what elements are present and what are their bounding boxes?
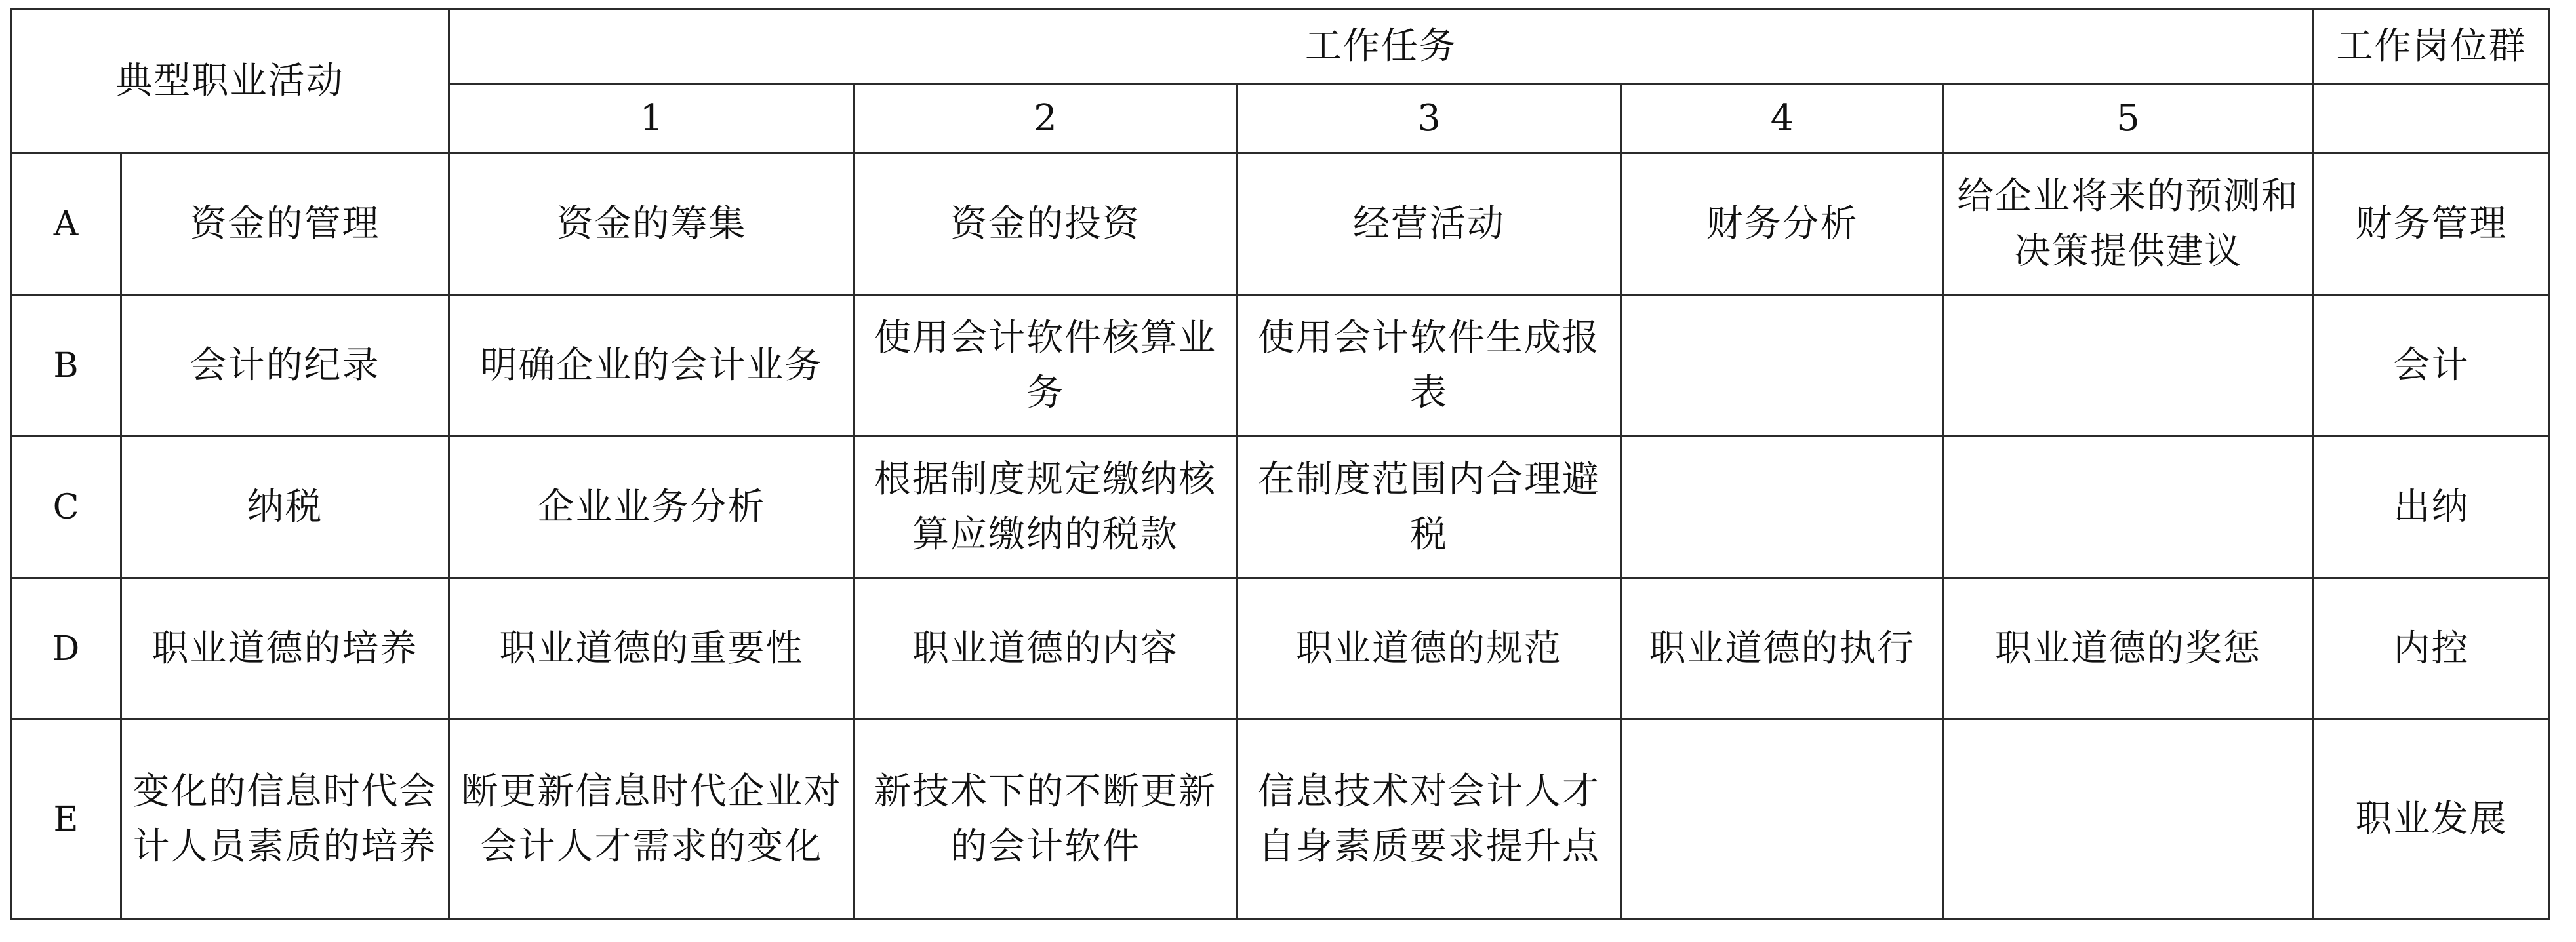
activity-cell: 职业道德的培养 <box>121 578 449 720</box>
task-cell: 根据制度规定缴纳核算应缴纳的税款 <box>855 437 1237 578</box>
task-cell: 企业业务分析 <box>449 437 855 578</box>
task-cell: 信息技术对会计人才自身素质要求提升点 <box>1237 720 1622 919</box>
row-id: B <box>11 295 121 437</box>
position-cell: 出纳 <box>2314 437 2550 578</box>
task-cell: 资金的筹集 <box>449 153 855 295</box>
table-row <box>11 578 2550 720</box>
task-cell: 在制度范围内合理避税 <box>1237 437 1622 578</box>
task-cell: 职业道德的奖惩 <box>1943 578 2314 720</box>
row-id: D <box>11 578 121 720</box>
row-id: A <box>11 153 121 295</box>
occupational-activity-table <box>10 8 2550 920</box>
task-number-2: 2 <box>855 84 1237 153</box>
table-row <box>11 153 2550 295</box>
task-cell <box>1622 295 1943 437</box>
task-cell: 经营活动 <box>1237 153 1622 295</box>
task-cell <box>1943 720 2314 919</box>
task-cell <box>1943 437 2314 578</box>
table-row <box>11 720 2550 919</box>
position-cell: 会计 <box>2314 295 2550 437</box>
positions-blank-cell <box>2314 84 2550 153</box>
task-cell <box>1622 720 1943 919</box>
task-cell: 给企业将来的预测和决策提供建议 <box>1943 153 2314 295</box>
position-cell: 内控 <box>2314 578 2550 720</box>
task-cell: 职业道德的内容 <box>855 578 1237 720</box>
task-number-5: 5 <box>1943 84 2314 153</box>
task-cell: 断更新信息时代企业对会计人才需求的变化 <box>449 720 855 919</box>
task-cell: 明确企业的会计业务 <box>449 295 855 437</box>
position-cell: 财务管理 <box>2314 153 2550 295</box>
task-cell: 资金的投资 <box>855 153 1237 295</box>
position-cell: 职业发展 <box>2314 720 2550 919</box>
task-number-4: 4 <box>1622 84 1943 153</box>
task-cell <box>1622 437 1943 578</box>
task-cell: 财务分析 <box>1622 153 1943 295</box>
table-row <box>11 437 2550 578</box>
activity-cell: 变化的信息时代会计人员素质的培养 <box>121 720 449 919</box>
header-row-1 <box>11 9 2550 84</box>
header-positions: 工作岗位群 <box>2314 9 2550 84</box>
task-cell: 职业道德的规范 <box>1237 578 1622 720</box>
activity-cell: 会计的纪录 <box>121 295 449 437</box>
header-tasks: 工作任务 <box>449 9 2314 84</box>
row-id: E <box>11 720 121 919</box>
activity-cell: 纳税 <box>121 437 449 578</box>
task-cell: 职业道德的重要性 <box>449 578 855 720</box>
task-number-3: 3 <box>1237 84 1622 153</box>
table-row <box>11 295 2550 437</box>
header-activity: 典型职业活动 <box>11 9 449 153</box>
task-number-1: 1 <box>449 84 855 153</box>
task-cell <box>1943 295 2314 437</box>
task-cell: 使用会计软件核算业务 <box>855 295 1237 437</box>
activity-cell: 资金的管理 <box>121 153 449 295</box>
task-cell: 使用会计软件生成报表 <box>1237 295 1622 437</box>
row-id: C <box>11 437 121 578</box>
task-cell: 新技术下的不断更新的会计软件 <box>855 720 1237 919</box>
task-cell: 职业道德的执行 <box>1622 578 1943 720</box>
